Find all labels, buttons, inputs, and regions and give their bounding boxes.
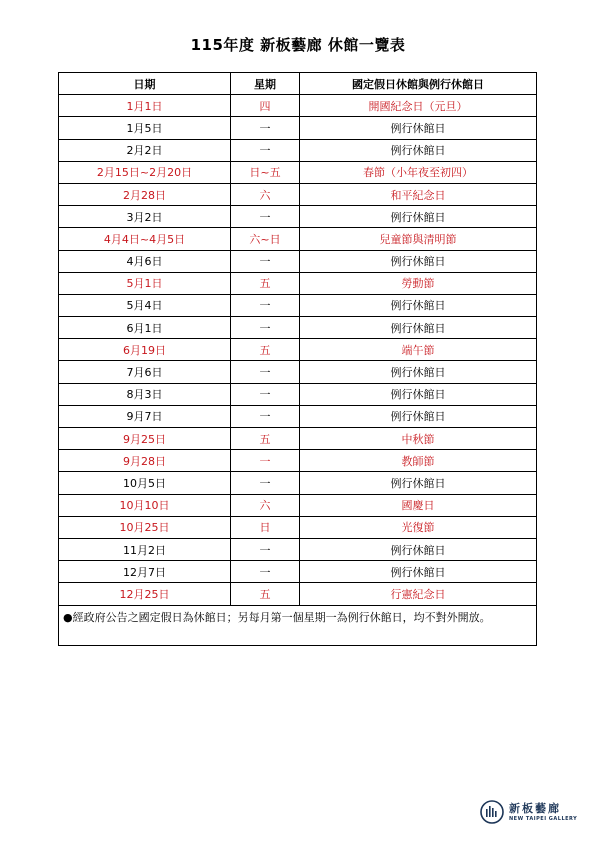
table-note-row [59,605,537,645]
weekday-cell: 一 [231,405,300,427]
holiday-name-cell: 例行休館日 [300,294,537,316]
date-cell: 12月7日 [59,561,231,583]
weekday-cell: 一 [231,206,300,228]
holiday-name-cell: 例行休館日 [300,405,537,427]
holiday-name-cell: 例行休館日 [300,206,537,228]
weekday-cell: 一 [231,383,300,405]
logo-name-cn: 新板藝廊 [509,801,561,815]
weekday-cell: 日~五 [231,161,300,183]
holiday-name-cell: 例行休館日 [300,117,537,139]
table-row [59,95,537,117]
holiday-name-cell: 中秋節 [300,428,537,450]
table-row [59,206,537,228]
date-cell: 12月25日 [59,583,231,605]
weekday-cell: 六 [231,494,300,516]
weekday-cell: 日 [231,516,300,538]
holiday-name-cell: 和平紀念日 [300,183,537,205]
date-cell: 6月19日 [59,339,231,361]
gallery-logo [480,798,580,826]
weekday-cell: 一 [231,561,300,583]
weekday-cell: 一 [231,317,300,339]
weekday-cell: 一 [231,538,300,560]
weekday-cell: 一 [231,361,300,383]
date-cell: 3月2日 [59,206,231,228]
table-row [59,405,537,427]
weekday-cell: 一 [231,294,300,316]
table-row [59,494,537,516]
holiday-name-cell: 國慶日 [300,494,537,516]
holiday-name-cell: 例行休館日 [300,383,537,405]
holiday-name-cell: 春節（小年夜至初四） [300,161,537,183]
date-cell: 4月4日~4月5日 [59,228,231,250]
table-row [59,450,537,472]
date-cell: 7月6日 [59,361,231,383]
header-date: 日期 [59,73,231,95]
table-row [59,361,537,383]
weekday-cell: 四 [231,95,300,117]
holiday-name-cell: 教師節 [300,450,537,472]
gallery-logo-icon [480,800,504,824]
table-row [59,561,537,583]
date-cell: 5月1日 [59,272,231,294]
date-cell: 11月2日 [59,538,231,560]
holiday-name-cell: 例行休館日 [300,472,537,494]
weekday-cell: 五 [231,272,300,294]
date-cell: 10月5日 [59,472,231,494]
holiday-name-cell: 兒童節與清明節 [300,228,537,250]
table-row [59,516,537,538]
holiday-name-cell: 勞動節 [300,272,537,294]
holiday-name-cell: 例行休館日 [300,317,537,339]
table-row [59,250,537,272]
weekday-cell: 五 [231,583,300,605]
date-cell: 5月4日 [59,294,231,316]
weekday-cell: 一 [231,250,300,272]
weekday-cell: 一 [231,139,300,161]
holiday-name-cell: 例行休館日 [300,139,537,161]
weekday-cell: 五 [231,339,300,361]
table-row [59,383,537,405]
table-body [59,95,537,605]
header-holiday: 國定假日休館與例行休館日 [300,73,537,95]
table-row [59,272,537,294]
table-note: ●經政府公告之國定假日為休館日；另每月第一個星期一為例行休館日，均不對外開放。 [59,605,537,645]
header-weekday: 星期 [231,73,300,95]
weekday-cell: 一 [231,117,300,139]
holiday-name-cell: 開國紀念日（元旦） [300,95,537,117]
weekday-cell: 六 [231,183,300,205]
date-cell: 9月25日 [59,428,231,450]
table-header-row [59,73,537,95]
date-cell: 8月3日 [59,383,231,405]
holiday-name-cell: 行憲紀念日 [300,583,537,605]
logo-name-en: NEW TAIPEI GALLERY [509,815,578,822]
table-row [59,117,537,139]
date-cell: 2月15日~2月20日 [59,161,231,183]
weekday-cell: 五 [231,428,300,450]
holiday-name-cell: 光復節 [300,516,537,538]
holiday-name-cell: 例行休館日 [300,561,537,583]
holiday-name-cell: 例行休館日 [300,250,537,272]
table-row [59,538,537,560]
date-cell: 1月5日 [59,117,231,139]
date-cell: 10月25日 [59,516,231,538]
table-row [59,583,537,605]
page-title: 115年度 新板藝廊 休館一覽表 [190,36,406,54]
date-cell: 2月2日 [59,139,231,161]
table-row [59,428,537,450]
table-row [59,294,537,316]
holiday-name-cell: 例行休館日 [300,361,537,383]
weekday-cell: 六~日 [231,228,300,250]
date-cell: 9月7日 [59,405,231,427]
date-cell: 1月1日 [59,95,231,117]
weekday-cell: 一 [231,472,300,494]
table-row [59,228,537,250]
date-cell: 4月6日 [59,250,231,272]
date-cell: 2月28日 [59,183,231,205]
table-row [59,472,537,494]
date-cell: 9月28日 [59,450,231,472]
table-row [59,183,537,205]
table-row [59,339,537,361]
table-row [59,161,537,183]
table-row [59,139,537,161]
date-cell: 10月10日 [59,494,231,516]
holiday-name-cell: 端午節 [300,339,537,361]
table-row [59,317,537,339]
holiday-name-cell: 例行休館日 [300,538,537,560]
holiday-closure-table [58,72,537,646]
date-cell: 6月1日 [59,317,231,339]
weekday-cell: 一 [231,450,300,472]
